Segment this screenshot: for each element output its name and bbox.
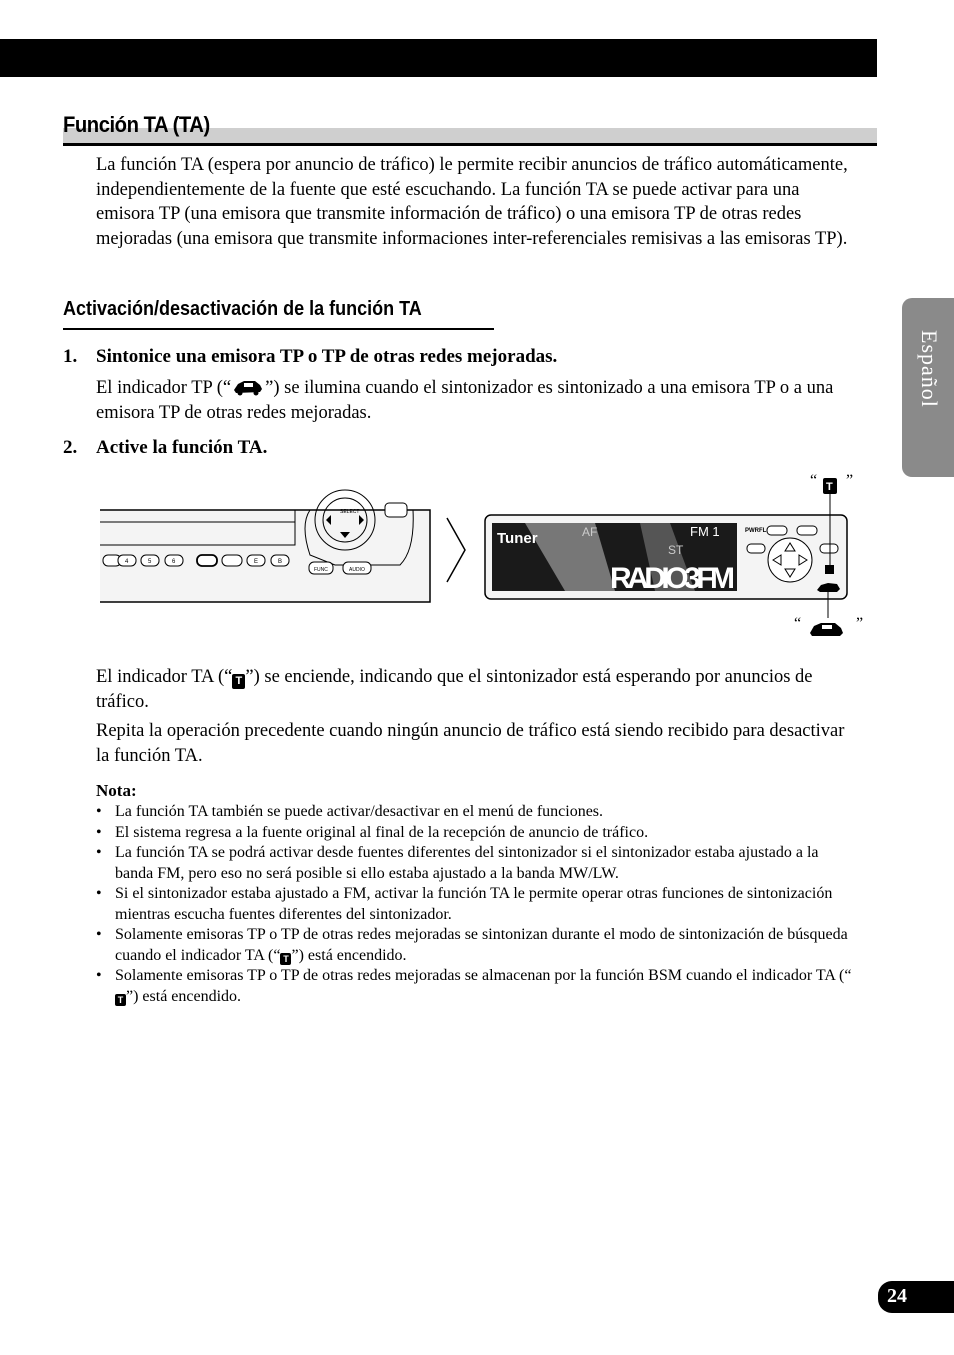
eq-b: B	[278, 559, 283, 565]
section-rule	[63, 328, 494, 330]
note-5-start: Solamente emisoras TP o TP de otras redes mejoradas se sintonizan durante el modo de sintonización de búsqueda cuando el indicador TA (“	[115, 926, 848, 964]
step-1-body-end: ”) se ilumina cuando el sintonizador es sintonizado a una emisora TP o a una emisora TP de otras redes mejoradas.	[96, 378, 834, 423]
t-icon-letter: T	[235, 675, 243, 687]
preset-5: 5	[148, 559, 152, 565]
step-2-text: Active la función TA.	[96, 437, 268, 458]
language-tab	[902, 298, 954, 477]
select-label: SELECT	[340, 509, 360, 515]
arrow-right-icon	[447, 518, 465, 582]
ta-indicator	[825, 565, 834, 574]
callout-t-quote-close: ”	[846, 472, 854, 489]
note-item: • La función TA se podrá activar desde fuentes diferentes del sintonizador si el sintonizador estaba ajustado a la banda FM, pero eso no será posible si ello estaba ajustado a la banda MW/LW.	[96, 843, 856, 884]
note-6-end: ”) está encendido.	[126, 987, 242, 1005]
intro-paragraph: La función TA (espera por anuncio de tráfico) le permite recibir anuncios de tráfico automáticamente, independientemente de la fuente que esté escuchando. La función TA se puede activar para una emisora TP (una emisora que transmite información de tráfico) o una emisora TP de otras redes mejoradas (una emisora que transmite informaciones inter-referenciales remisivas a las emisoras TP).	[96, 155, 848, 249]
ta-para-start: El indicador TA (“	[96, 667, 233, 687]
note-item: • El sistema regresa a la fuente original al final de la recepción de anuncio de tráfico.	[96, 823, 856, 844]
display-st: ST	[668, 543, 684, 557]
language-tab-label: Español	[917, 330, 942, 408]
page-number: 24	[887, 1285, 907, 1307]
display-band: FM 1	[690, 524, 720, 539]
callout-t-quote-open: “	[810, 472, 818, 489]
note-label: Nota:	[96, 781, 137, 800]
note-item: • Si el sintonizador estaba ajustado a FM, activar la función TA le permite operar otras funciones de sintonización mientras escucha fuentes diferentes del sintonizador.	[96, 884, 856, 925]
step-1-body-start: El indicador TP (“	[96, 378, 232, 398]
preset-6: 6	[172, 559, 176, 565]
step-1-body	[96, 376, 856, 425]
callout-car-quote-open: “	[794, 615, 802, 632]
ta-indicator-paragraph	[96, 665, 856, 714]
note-5-end: ”) está encendido.	[291, 946, 407, 964]
t-indicator-icon	[115, 994, 126, 1006]
heading-rule	[63, 143, 877, 146]
step-1-title	[63, 346, 557, 368]
page-number-badge	[878, 1281, 954, 1313]
note-item	[96, 966, 856, 1007]
step-1-text: Sintonice una emisora TP o TP de otras redes mejoradas.	[96, 346, 558, 367]
note-list	[96, 802, 856, 1007]
step-2-number: 2.	[63, 437, 78, 458]
repeat-paragraph: Repita la operación precedente cuando ningún anuncio de tráfico está siendo recibido para desactivar la función TA.	[96, 721, 845, 766]
display-station-name: RADIO3FM	[610, 562, 735, 595]
section-title: Activación/desactivación de la función TA	[63, 298, 422, 320]
step-2-title	[63, 437, 267, 459]
display-af: AF	[582, 525, 598, 539]
note-item	[96, 925, 856, 966]
display-source: Tuner	[497, 530, 538, 547]
faceplate-illustration	[100, 490, 430, 602]
note-6-start: Solamente emisoras TP o TP de otras redes mejoradas se almacenan por la función BSM cuando el indicador TA (“	[115, 967, 852, 984]
callout-t-label: T	[826, 481, 833, 493]
tp-car-icon	[231, 378, 265, 396]
t-indicator-icon	[232, 674, 245, 689]
audio-label: AUDIO	[349, 567, 365, 573]
t-icon-letter: T	[117, 994, 124, 1005]
preset-4: 4	[125, 559, 129, 565]
display-illustration	[485, 515, 847, 599]
note-item: • La función TA también se puede activar/desactivar en el menú de funciones.	[96, 802, 856, 823]
ta-para-end: ”) se enciende, indicando que el sintonizador está esperando por anuncios de tráfico.	[96, 667, 813, 712]
func-label: FUNC	[314, 567, 328, 573]
pwrfl-label: PWRFL	[745, 528, 767, 534]
head-unit-figure	[95, 470, 875, 645]
header-bar	[0, 39, 877, 77]
callout-car-icon	[810, 623, 843, 636]
callout-car-quote-close: ”	[856, 615, 864, 632]
heading-block	[63, 112, 877, 146]
step-1-number: 1.	[63, 346, 78, 367]
t-indicator-icon	[280, 953, 291, 965]
t-icon-letter: T	[283, 953, 289, 964]
page-title: Función TA (TA)	[63, 112, 210, 137]
eq-e: E	[254, 559, 259, 565]
